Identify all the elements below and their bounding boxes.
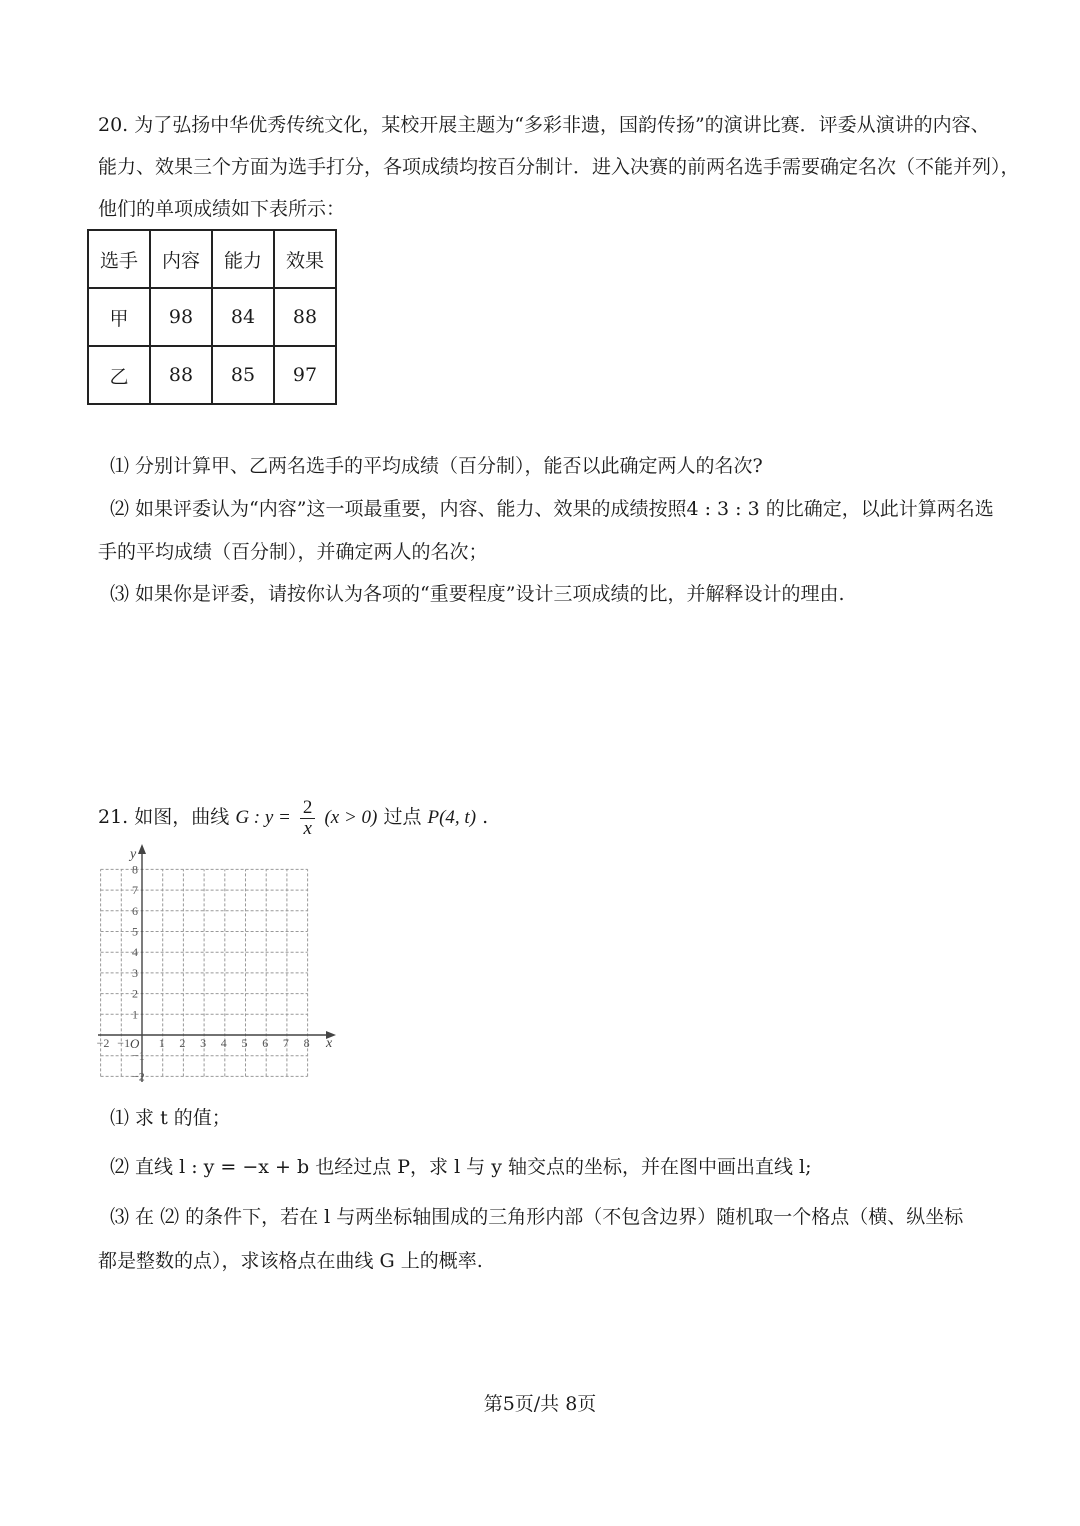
q21-end: .	[482, 806, 489, 828]
x-tick-label: 6	[262, 1036, 269, 1050]
coordinate-grid-figure	[90, 842, 340, 1087]
fraction-denominator: x	[303, 817, 312, 839]
table-cell: 88	[150, 346, 212, 404]
y-tick-label: 2	[132, 986, 138, 1001]
table-cell: 84	[212, 288, 274, 346]
x-tick-label: 4	[220, 1036, 227, 1050]
x-tick-label: 5	[241, 1036, 248, 1050]
table-cell: 甲	[88, 288, 150, 346]
q21-part-1: ⑴ 求 t 的值；	[110, 1107, 231, 1129]
y-tick-label: 6	[132, 903, 138, 918]
x-tick-label: 1	[158, 1036, 165, 1050]
q20-line-2: 能力、效果三个方面为选手打分，各项成绩均按百分制计．进入决赛的前两名选手需要确定名次（不能并列），	[98, 156, 1020, 178]
q21-fraction	[300, 798, 316, 839]
q20-part-1: ⑴ 分别计算甲、乙两名选手的平均成绩（百分制），能否以此确定两人的名次?	[110, 455, 763, 477]
table-cell: 85	[212, 346, 274, 404]
q21-condition: (x > 0)	[324, 807, 378, 828]
q20-part-3: ⑶ 如果你是评委，请按你认为各项的“重要程度”设计三项成绩的比，并解释设计的理由.	[110, 583, 845, 605]
x-tick-label: 7	[282, 1036, 289, 1050]
page-footer: 第5页/共 8页	[483, 1393, 597, 1415]
table-cell: 88	[274, 288, 336, 346]
table-cell: 97	[274, 346, 336, 404]
x-tick-label: −1	[117, 1036, 131, 1050]
q21-part-3-line-2: 都是整数的点），求该格点在曲线 G 上的概率.	[98, 1250, 483, 1272]
q21-intro-prefix: 21. 如图，曲线	[98, 806, 230, 828]
q21-point: P(4, t)	[427, 807, 477, 828]
q21-passes: 过点	[383, 806, 422, 828]
y-tick-label: 4	[132, 945, 138, 960]
y-tick-label: 8	[132, 862, 138, 877]
origin-label: O	[130, 1036, 140, 1051]
table-cell: 乙	[88, 346, 150, 404]
y-axis-label: y	[130, 847, 137, 862]
scores-table	[87, 229, 337, 405]
x-axis-label: x	[326, 1036, 333, 1051]
q21-intro	[98, 797, 488, 839]
table-header-cell: 效果	[274, 230, 336, 288]
y-tick-label: 3	[132, 965, 138, 980]
y-tick-label: −1	[132, 1048, 145, 1063]
q21-part-2: ⑵ 直线 l : y = −x + b 也经过点 P，求 l 与 y 轴交点的坐标，并在图中画出直线 l;	[110, 1156, 812, 1178]
y-tick-label: −2	[132, 1069, 145, 1084]
q20-part-2-line-1: ⑵ 如果评委认为“内容”这一项最重要，内容、能力、效果的成绩按照4 : 3 : 3 的比确定，以此计算两名选	[110, 498, 994, 520]
x-tick-label: 2	[179, 1036, 186, 1050]
y-axis-arrow	[138, 844, 146, 854]
x-tick-label: 8	[303, 1036, 310, 1050]
q21-curve-name: G : y =	[235, 807, 291, 828]
q20-part-2-line-2: 手的平均成绩（百分制），并确定两人的名次；	[98, 541, 488, 563]
table-row	[88, 346, 336, 404]
fraction-numerator: 2	[300, 798, 316, 819]
table-header-cell: 内容	[150, 230, 212, 288]
y-tick-label: 1	[132, 1007, 138, 1022]
table-cell: 98	[150, 288, 212, 346]
table-row	[88, 288, 336, 346]
table-header-cell: 能力	[212, 230, 274, 288]
table-header-cell: 选手	[88, 230, 150, 288]
y-tick-label: 7	[132, 883, 138, 898]
x-tick-label: 3	[200, 1036, 207, 1050]
x-tick-label: −2	[96, 1036, 110, 1050]
q20-line-1: 20. 为了弘扬中华优秀传统文化，某校开展主题为“多彩非遗，国韵传扬”的演讲比赛．评委从演讲的内容、	[98, 114, 990, 136]
table-header-row	[88, 230, 336, 288]
q20-line-3: 他们的单项成绩如下表所示：	[98, 198, 346, 220]
q21-part-3-line-1: ⑶ 在 ⑵ 的条件下，若在 l 与两坐标轴围成的三角形内部（不包含边界）随机取一个格点（横、纵坐标	[110, 1206, 964, 1228]
y-tick-label: 5	[132, 924, 138, 939]
